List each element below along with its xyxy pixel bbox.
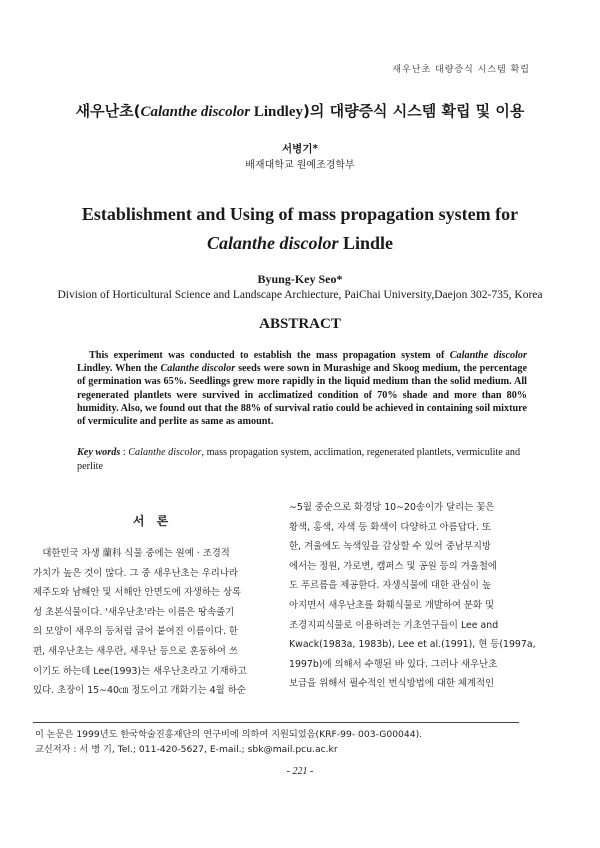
abstract-text-3: seeds were sown in Murashige and Skoog medium, the percentage of germination was 65%. Seedlings grew more rapidly in the liquid medium than the solid medium. All regenerated plantlets were survived in acclimatized condition of 70% shade and more than 80% humidity. Also, we found out that the 88% of survival ratio could be achieved in containing soil mixture of vermiculite and perlite as same as amount. <box>77 363 527 428</box>
korean-title-authority: Lindley <box>250 104 304 120</box>
abstract-text-1: This experiment was conducted to establish the mass propagation system of <box>89 350 450 361</box>
english-title-species: Calanthe discolor <box>206 233 339 253</box>
left-column-text <box>33 544 266 701</box>
text-line: 보급을 위해서 필수적인 번식방법에 대한 체계적인 <box>289 678 495 690</box>
keywords-separator: : <box>120 447 129 458</box>
text-line: 제주도와 남해안 및 서해안 안면도에 자생하는 상록 <box>33 587 242 599</box>
corresponding-author-footnote: 교신저자 : 서 병 기, Tel.; 011-420-5627, E-mail.; sbk@mail.pcu.ac.kr <box>35 744 338 755</box>
korean-title-prefix: 새우난초( <box>75 102 141 120</box>
english-title-line2 <box>0 233 600 254</box>
text-line: 의 모양이 새우의 등처럼 굽어 붙여진 이름이다. 한 <box>33 626 238 638</box>
text-line: 있다. 초장이 15∼40㎝ 정도이고 개화기는 4월 하순 <box>33 685 246 697</box>
text-line: 이기도 하는데 Lee(1993)는 새우난초라고 기재하고 <box>33 665 247 677</box>
english-author: Byung-Key Seo* <box>257 272 343 286</box>
text-line: 황색, 홍색, 자색 등 화색이 다양하고 아름답다. 또 <box>289 521 491 533</box>
keywords-rest: , mass propagation system, acclimation, regenerated plantlets, vermiculite and perlite <box>77 447 521 472</box>
abstract-body <box>77 349 527 428</box>
abstract-species-1: Calanthe discolor <box>449 350 527 361</box>
abstract-species-2: Calanthe discolor <box>160 363 236 375</box>
abstract-text-2: Lindley. When the <box>77 363 161 375</box>
keywords-label: Key words <box>77 447 121 458</box>
text-line: 편, 새우난초는 새우란, 새우난 등으로 혼동하여 쓰 <box>33 645 238 657</box>
text-line: 대한민국 자생 蘭科 식물 중에는 원예 · 조경적 <box>33 548 230 559</box>
english-title-authority: Lindle <box>338 233 394 253</box>
korean-affiliation: 배재대학교 원예조경학부 <box>245 160 355 171</box>
text-line: ∼5월 중순으로 화경당 10∼20송이가 달리는 꽃은 <box>289 502 495 513</box>
korean-title-latin <box>140 104 303 120</box>
funding-footnote: 이 논문은 1999년도 한국학술진흥재단의 연구비에 의하여 지원되었음(KRF-99- 003-G00044). <box>35 729 423 740</box>
text-line: 아지면서 새우난초를 화훼식물로 개발하여 분화 및 <box>289 599 495 611</box>
text-line: 에서는 정원, 가로변, 캠퍼스 및 공원 등의 겨울철에 <box>289 560 497 572</box>
text-line: 한, 겨울에도 녹색잎을 감상할 수 있어 중남부지방 <box>289 541 491 553</box>
text-line: 도 푸르름을 제공한다. 자생식물에 대한 관심이 높 <box>289 580 491 592</box>
text-line: 1997b)에 의해서 수행된 바 있다. 그러나 새우난초 <box>289 658 498 670</box>
english-title-line1: Establishment and Using of mass propagation system for <box>81 204 519 224</box>
text-line: Kwack(1983a, 1983b), Lee et al.(1991), 현 등(1997a, <box>289 639 536 651</box>
korean-title-suffix: )의 대량증식 시스템 확립 및 이용 <box>303 102 525 120</box>
running-head: 새우난초 대량증식 시스템 확립 <box>392 65 530 75</box>
korean-title <box>0 100 600 121</box>
text-line: 가치가 높은 것이 많다. 그 중 새우난초는 우리나라 <box>33 567 238 579</box>
text-line: 조경지피식물로 이용하려는 기초연구들이 Lee and <box>289 619 499 631</box>
text-line: 성 초본식물이다. '새우난초'라는 이름은 땅속줄기 <box>33 606 235 618</box>
section-heading-introduction: 서 론 <box>132 514 173 528</box>
right-column-text <box>289 498 536 694</box>
english-affiliation: Division of Horticultural Science and Landscape Archiecture, PaiChai University,Daejon 302-735, Korea <box>57 289 543 301</box>
korean-title-species: Calanthe discolor <box>140 104 251 120</box>
keywords <box>77 446 527 473</box>
korean-author: 서병기* <box>282 143 318 155</box>
abstract-heading: ABSTRACT <box>259 316 341 332</box>
page-number: - 221 - <box>286 766 314 777</box>
footnote-divider <box>33 722 519 723</box>
keywords-species: Calanthe discolor <box>128 447 202 458</box>
